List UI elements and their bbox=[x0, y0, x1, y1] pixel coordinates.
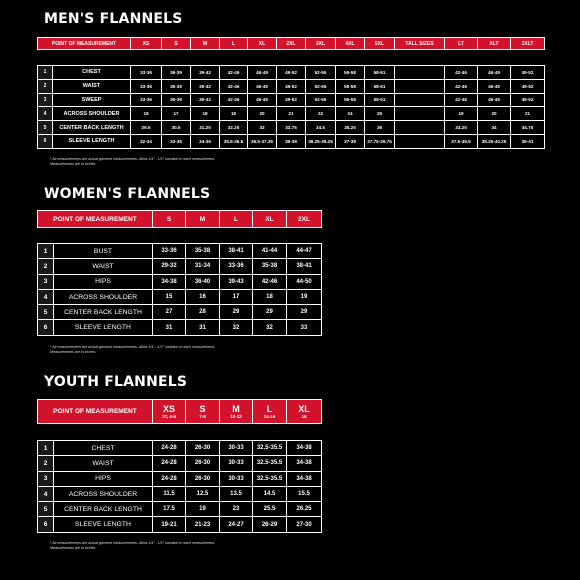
men-table-row bbox=[38, 79, 545, 93]
measurement-value: 19-21 bbox=[153, 517, 186, 532]
measurement-name: ACROSS SHOULDER bbox=[54, 289, 153, 304]
measurement-value bbox=[395, 107, 445, 121]
measurement-value: 55-58 bbox=[336, 93, 365, 107]
men-note-line1: * All measurements are actual garment measurements. Allow 1/4" - 1/2" variation in each measurement. bbox=[50, 157, 216, 161]
measurement-value: 24-28 bbox=[153, 441, 186, 456]
measurement-value: 49-52 bbox=[511, 93, 545, 107]
women-note bbox=[50, 345, 215, 354]
measurement-value: 42-46 bbox=[253, 274, 287, 289]
men-header-size: M bbox=[191, 38, 220, 50]
women-header-size: M bbox=[186, 211, 220, 228]
women-note-line2: Measurements are in inches. bbox=[50, 349, 97, 354]
measurement-value: 35-38 bbox=[186, 244, 220, 259]
measurement-value: 34-38 bbox=[287, 441, 322, 456]
measurement-value: 42-46 bbox=[445, 79, 478, 93]
measurement-name: CHEST bbox=[53, 66, 131, 80]
men-header-size: 3XL bbox=[306, 38, 336, 50]
measurement-value: 34 bbox=[478, 121, 511, 135]
men-header-size: LT bbox=[445, 38, 478, 50]
men-header-pom: POINT OF MEASUREMENT bbox=[38, 38, 131, 50]
measurement-value: 58-61 bbox=[365, 66, 395, 80]
measurement-value: 26.25 bbox=[287, 502, 322, 517]
youth-note-line1: * All measurements are actual garment measurements. Allow 1/4" - 1/2" variation in each measurement. bbox=[50, 541, 216, 545]
measurement-value: 33-36 bbox=[153, 244, 186, 259]
youth-data-table bbox=[37, 440, 322, 533]
measurement-value: 49-52 bbox=[511, 79, 545, 93]
measurement-value: 33.75 bbox=[277, 121, 306, 135]
measurement-name: SLEEVE LENGTH bbox=[54, 320, 153, 335]
measurement-value: 55-58 bbox=[336, 66, 365, 80]
measurement-value bbox=[395, 66, 445, 80]
measurement-value: 36-39 bbox=[162, 66, 191, 80]
measurement-name: SWEEP bbox=[53, 93, 131, 107]
measurement-value: 30-33 bbox=[220, 456, 253, 471]
measurement-value: 19 bbox=[186, 502, 220, 517]
measurement-value: 27-30 bbox=[287, 517, 322, 532]
youth-header-size bbox=[153, 400, 186, 424]
measurement-value: 29 bbox=[287, 305, 322, 320]
men-header-size: 4XL bbox=[336, 38, 365, 50]
measurement-value: 35-38 bbox=[253, 259, 287, 274]
row-number: 3 bbox=[38, 471, 54, 486]
measurement-value: 33 bbox=[287, 320, 322, 335]
measurement-value: 13.5 bbox=[220, 486, 253, 501]
youth-table-row bbox=[38, 486, 322, 501]
men-table-row bbox=[38, 107, 545, 121]
measurement-value: 22 bbox=[306, 107, 336, 121]
measurement-value: 24-28 bbox=[153, 471, 186, 486]
measurement-value: 17 bbox=[162, 107, 191, 121]
measurement-value: 17 bbox=[220, 289, 253, 304]
row-number: 6 bbox=[38, 134, 53, 148]
row-number: 2 bbox=[38, 259, 54, 274]
youth-table-row bbox=[38, 502, 322, 517]
measurement-value: 23 bbox=[220, 502, 253, 517]
measurement-value: 26-30 bbox=[186, 471, 220, 486]
measurement-value: 33 bbox=[248, 121, 277, 135]
row-number: 4 bbox=[38, 289, 54, 304]
youth-size-label: XL bbox=[298, 403, 310, 414]
women-header-size: S bbox=[153, 211, 186, 228]
measurement-value: 46-49 bbox=[478, 93, 511, 107]
youth-size-label: M bbox=[232, 403, 240, 414]
measurement-value: 33-36 bbox=[220, 259, 253, 274]
measurement-value: 11.5 bbox=[153, 486, 186, 501]
measurement-value: 36-39 bbox=[162, 93, 191, 107]
measurement-name: SLEEVE LENGTH bbox=[54, 517, 153, 532]
women-header-size: L bbox=[220, 211, 253, 228]
measurement-value: 30-33 bbox=[220, 441, 253, 456]
measurement-value: 17.5 bbox=[153, 502, 186, 517]
measurement-name: ACROSS SHOULDER bbox=[53, 107, 131, 121]
measurement-value: 24 bbox=[336, 107, 365, 121]
youth-note-line2: Measurements are in inches. bbox=[50, 545, 97, 550]
measurement-name: HIPS bbox=[54, 274, 153, 289]
youth-header-size bbox=[186, 400, 220, 424]
men-header-size: XL bbox=[248, 38, 277, 50]
row-number: 6 bbox=[38, 320, 54, 335]
measurement-value: 29-32 bbox=[153, 259, 186, 274]
men-data-table bbox=[37, 65, 545, 149]
measurement-value: 29 bbox=[253, 305, 287, 320]
measurement-value: 38-41 bbox=[220, 244, 253, 259]
youth-header-size bbox=[287, 400, 322, 424]
measurement-value: 46-49 bbox=[248, 66, 277, 80]
measurement-value: 18 bbox=[191, 107, 220, 121]
measurement-name: CENTER BACK LENGTH bbox=[53, 121, 131, 135]
measurement-value bbox=[395, 93, 445, 107]
measurement-value: 38.25-40.25 bbox=[478, 134, 511, 148]
measurement-value: 42-46 bbox=[220, 66, 248, 80]
measurement-value: 42-46 bbox=[445, 66, 478, 80]
row-number: 5 bbox=[38, 121, 53, 135]
youth-header-table bbox=[37, 399, 322, 424]
measurement-name: WAIST bbox=[54, 456, 153, 471]
measurement-value: 33-36 bbox=[131, 93, 162, 107]
measurement-value: 36.5-37.25 bbox=[248, 134, 277, 148]
youth-title: YOUTH FLANNELS bbox=[44, 374, 188, 390]
measurement-value: 49-52 bbox=[511, 66, 545, 80]
measurement-value: 32.5-35.5 bbox=[253, 471, 287, 486]
women-header-size: XL bbox=[253, 211, 287, 228]
men-table-row bbox=[38, 134, 545, 148]
measurement-value: 32.5-35.5 bbox=[253, 441, 287, 456]
measurement-value: 37.5-39.5 bbox=[445, 134, 478, 148]
measurement-value bbox=[395, 121, 445, 135]
measurement-value: 42-46 bbox=[220, 79, 248, 93]
measurement-value: 36-40 bbox=[186, 274, 220, 289]
measurement-value: 36-38 bbox=[277, 134, 306, 148]
measurement-value: 42-46 bbox=[220, 93, 248, 107]
measurement-value: 20 bbox=[248, 107, 277, 121]
youth-size-label: S bbox=[199, 403, 206, 414]
women-header-size: 2XL bbox=[287, 211, 322, 228]
youth-table-row bbox=[38, 517, 322, 532]
men-header-size: XLT bbox=[478, 38, 511, 50]
measurement-value: 14.5 bbox=[253, 486, 287, 501]
measurement-value: 12.5 bbox=[186, 486, 220, 501]
measurement-value: 39-42 bbox=[191, 66, 220, 80]
measurement-value: 36.25-38.25 bbox=[306, 134, 336, 148]
youth-size-age: 10-12 bbox=[230, 413, 242, 419]
measurement-value: 33-36 bbox=[131, 79, 162, 93]
women-title: WOMEN'S FLANNELS bbox=[44, 186, 211, 202]
measurement-value: 31.25 bbox=[191, 121, 220, 135]
measurement-value: 31 bbox=[186, 320, 220, 335]
women-table-row bbox=[38, 259, 322, 274]
youth-size-label: XS bbox=[162, 403, 175, 414]
youth-size-label: L bbox=[266, 403, 273, 414]
measurement-value: 31-34 bbox=[186, 259, 220, 274]
youth-table-row bbox=[38, 441, 322, 456]
measurement-value: 37.75-39.75 bbox=[365, 134, 395, 148]
measurement-value: 46-49 bbox=[478, 66, 511, 80]
measurement-value: 39-43 bbox=[220, 274, 253, 289]
measurement-value: 28 bbox=[186, 305, 220, 320]
measurement-value: 52-55 bbox=[306, 93, 336, 107]
row-number: 2 bbox=[38, 79, 53, 93]
measurement-value: 49-52 bbox=[277, 79, 306, 93]
measurement-value: 58-61 bbox=[365, 79, 395, 93]
measurement-value: 34-36 bbox=[191, 134, 220, 148]
measurement-value: 32-34 bbox=[131, 134, 162, 148]
measurement-value: 33-36 bbox=[131, 66, 162, 80]
measurement-value: 15 bbox=[153, 289, 186, 304]
youth-size-age: 18 bbox=[301, 413, 307, 419]
youth-header-size bbox=[253, 400, 287, 424]
measurement-value: 38-41 bbox=[287, 259, 322, 274]
measurement-value: 31 bbox=[153, 320, 186, 335]
women-data-table bbox=[37, 243, 322, 336]
measurement-value: 34-38 bbox=[153, 274, 186, 289]
measurement-value: 49-52 bbox=[277, 66, 306, 80]
men-header-table bbox=[37, 37, 545, 50]
row-number: 4 bbox=[38, 486, 54, 501]
youth-size-age: 3T, 4-6 bbox=[162, 413, 176, 419]
measurement-value: 29 bbox=[220, 305, 253, 320]
measurement-value: 36-39 bbox=[162, 79, 191, 93]
measurement-value: 39-42 bbox=[191, 93, 220, 107]
measurement-value: 34.5 bbox=[306, 121, 336, 135]
measurement-value: 39-42 bbox=[191, 79, 220, 93]
measurement-value: 36 bbox=[365, 121, 395, 135]
row-number: 3 bbox=[38, 274, 54, 289]
youth-table-row bbox=[38, 471, 322, 486]
measurement-value: 18 bbox=[253, 289, 287, 304]
measurement-value: 16 bbox=[131, 107, 162, 121]
women-table-row bbox=[38, 289, 322, 304]
men-header-size: 2XLT bbox=[511, 38, 545, 50]
measurement-value: 21 bbox=[511, 107, 545, 121]
measurement-value: 20 bbox=[478, 107, 511, 121]
women-header-pom: POINT OF MEASUREMENT bbox=[38, 211, 153, 228]
measurement-value: 19 bbox=[287, 289, 322, 304]
measurement-value: 44-50 bbox=[287, 274, 322, 289]
measurement-value: 52-55 bbox=[306, 79, 336, 93]
youth-header-pom: POINT OF MEASUREMENT bbox=[38, 400, 153, 424]
measurement-value: 32.25 bbox=[220, 121, 248, 135]
measurement-value: 30-33 bbox=[220, 471, 253, 486]
row-number: 5 bbox=[38, 305, 54, 320]
row-number: 1 bbox=[38, 66, 53, 80]
measurement-value: 46-49 bbox=[248, 93, 277, 107]
measurement-value: 58-61 bbox=[365, 93, 395, 107]
measurement-value: 35.5-36.5 bbox=[220, 134, 248, 148]
measurement-value: 32 bbox=[253, 320, 287, 335]
measurement-value bbox=[395, 134, 445, 148]
measurement-value: 26-29 bbox=[253, 517, 287, 532]
measurement-value: 32 bbox=[220, 320, 253, 335]
measurement-value: 19 bbox=[220, 107, 248, 121]
women-header-table bbox=[37, 210, 322, 228]
measurement-value: 25 bbox=[365, 107, 395, 121]
youth-header-size bbox=[220, 400, 253, 424]
youth-size-age: 14-16 bbox=[263, 413, 276, 419]
row-number: 5 bbox=[38, 502, 54, 517]
men-table-row bbox=[38, 121, 545, 135]
measurement-name: HIPS bbox=[54, 471, 153, 486]
men-header-size: S bbox=[162, 38, 191, 50]
measurement-name: SLEEVE LENGTH bbox=[53, 134, 131, 148]
measurement-value: 24-27 bbox=[220, 517, 253, 532]
measurement-value: 34.75 bbox=[511, 121, 545, 135]
measurement-value: 46-49 bbox=[478, 79, 511, 93]
measurement-value: 19 bbox=[445, 107, 478, 121]
measurement-value: 33.25 bbox=[445, 121, 478, 135]
row-number: 3 bbox=[38, 93, 53, 107]
men-header-size: 2XL bbox=[277, 38, 306, 50]
measurement-name: CENTER BACK LENGTH bbox=[54, 502, 153, 517]
women-table-row bbox=[38, 320, 322, 335]
men-table-row bbox=[38, 66, 545, 80]
measurement-value: 16 bbox=[186, 289, 220, 304]
women-table-row bbox=[38, 274, 322, 289]
measurement-value: 34-38 bbox=[287, 456, 322, 471]
measurement-name: CHEST bbox=[54, 441, 153, 456]
measurement-value: 29.5 bbox=[131, 121, 162, 135]
measurement-name: WAIST bbox=[53, 79, 131, 93]
measurement-value: 52-55 bbox=[306, 66, 336, 80]
measurement-value: 41-44 bbox=[253, 244, 287, 259]
measurement-value: 30.5 bbox=[162, 121, 191, 135]
women-table-row bbox=[38, 244, 322, 259]
measurement-value: 26-30 bbox=[186, 441, 220, 456]
youth-size-age: 7-8 bbox=[199, 413, 206, 419]
measurement-name: CENTER BACK LENGTH bbox=[54, 305, 153, 320]
measurement-name: WAIST bbox=[54, 259, 153, 274]
measurement-value: 42-46 bbox=[445, 93, 478, 107]
men-note bbox=[50, 157, 215, 166]
measurement-value: 55-58 bbox=[336, 79, 365, 93]
youth-note bbox=[50, 541, 215, 550]
measurement-value: 37-39 bbox=[336, 134, 365, 148]
measurement-value: 46-49 bbox=[248, 79, 277, 93]
men-header-size: L bbox=[220, 38, 248, 50]
men-header-size: 5XL bbox=[365, 38, 395, 50]
men-note-line2: Measurements are in inches. bbox=[50, 161, 97, 166]
row-number: 2 bbox=[38, 456, 54, 471]
men-table-row bbox=[38, 93, 545, 107]
measurement-value: 33-35 bbox=[162, 134, 191, 148]
youth-table-row bbox=[38, 456, 322, 471]
measurement-value: 25.5 bbox=[253, 502, 287, 517]
measurement-value: 34-38 bbox=[287, 471, 322, 486]
row-number: 4 bbox=[38, 107, 53, 121]
measurement-value: 44-47 bbox=[287, 244, 322, 259]
measurement-value bbox=[395, 79, 445, 93]
measurement-value: 26-30 bbox=[186, 456, 220, 471]
measurement-value: 21-23 bbox=[186, 517, 220, 532]
measurement-value: 49-52 bbox=[277, 93, 306, 107]
measurement-value: 35.25 bbox=[336, 121, 365, 135]
men-header-size: TALL SIZES bbox=[395, 38, 445, 50]
measurement-value: 32.5-35.5 bbox=[253, 456, 287, 471]
measurement-value: 39-41 bbox=[511, 134, 545, 148]
measurement-name: BUST bbox=[54, 244, 153, 259]
measurement-value: 27 bbox=[153, 305, 186, 320]
measurement-name: ACROSS SHOULDER bbox=[54, 486, 153, 501]
men-title: MEN'S FLANNELS bbox=[44, 11, 183, 27]
women-table-row bbox=[38, 305, 322, 320]
men-header-size: XS bbox=[131, 38, 162, 50]
row-number: 1 bbox=[38, 244, 54, 259]
row-number: 6 bbox=[38, 517, 54, 532]
measurement-value: 21 bbox=[277, 107, 306, 121]
measurement-value: 15.5 bbox=[287, 486, 322, 501]
women-note-line1: * All measurements are actual garment measurements. Allow 1/4" - 1/2" variation in each measurement. bbox=[50, 345, 216, 349]
row-number: 1 bbox=[38, 441, 54, 456]
measurement-value: 24-28 bbox=[153, 456, 186, 471]
